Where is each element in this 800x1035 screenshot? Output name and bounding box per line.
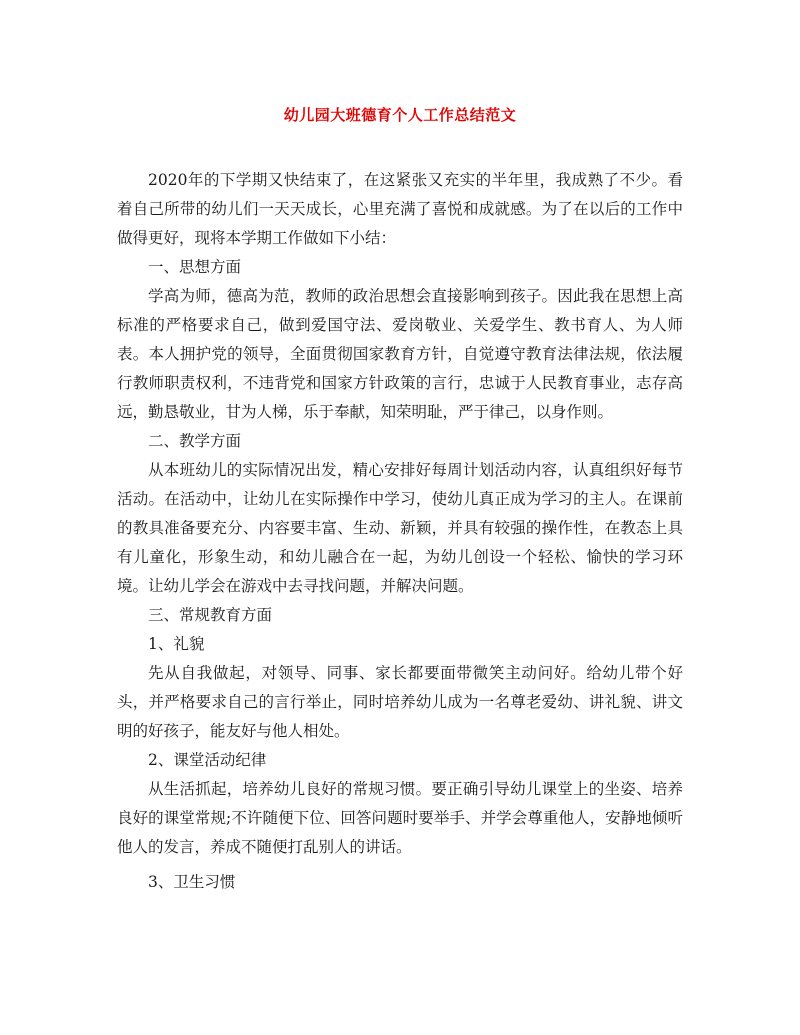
intro-paragraph: 2020年的下学期又快结束了，在这紧张又充实的半年里，我成熟了不少。看着自己所带的幼儿们一天天成长，心里充满了喜悦和成就感。为了在以后的工作中做得更好，现将本学期工作做如下小结： [117,171,683,247]
document-body [117,166,683,897]
subheading-hygiene: 3、卫生习惯 [148,873,236,891]
manners-paragraph: 先从自我做起，对领导、同事、家长都要面带微笑主动问好。给幼儿带个好头，并严格要求自己的言行举止，同时培养幼儿成为一名尊老爱幼、讲礼貌、讲文明的好孩子，能友好与他人相处。 [117,664,683,740]
section-heading-ideology: 一、思想方面 [148,258,242,276]
subheading-classroom-discipline: 2、课堂活动纪律 [148,751,267,769]
section-heading-teaching: 二、教学方面 [148,432,242,450]
section-heading-routine: 三、常规教育方面 [148,606,273,624]
subheading-manners: 1、礼貌 [148,635,205,653]
document-title: 幼儿园大班德育个人工作总结范文 [283,106,517,124]
ideology-paragraph: 学高为师，德高为范，教师的政治思想会直接影响到孩子。因此我在思想上高标准的严格要求自己，做到爱国守法、爱岗敬业、关爱学生、教书育人、为人师表。本人拥护党的领导，全面贯彻国家教育方针，自觉遵守教育法律法规，依法履行教师职责权利，不违背党和国家方针政策的言行，忠诚于人民教育事业，志存高远，勤恳敬业，甘为人梯，乐于奉献，知荣明耻，严于律己，以身作则。 [117,287,683,421]
classroom-discipline-paragraph: 从生活抓起，培养幼儿良好的常规习惯。要正确引导幼儿课堂上的坐姿、培养良好的课堂常规;不许随便下位、回答问题时要举手、并学会尊重他人，安静地倾听他人的发言，养成不随便打乱别人的讲话。 [117,780,683,856]
teaching-paragraph: 从本班幼儿的实际情况出发，精心安排好每周计划活动内容，认真组织好每节活动。在活动中，让幼儿在实际操作中学习，使幼儿真正成为学习的主人。在课前的教具准备要充分、内容要丰富、生动、新颖，并具有较强的操作性，在教态上具有儿童化，形象生动，和幼儿融合在一起，为幼儿创设一个轻松、愉快的学习环境。让幼儿学会在游戏中去寻找问题，并解决问题。 [117,461,683,595]
